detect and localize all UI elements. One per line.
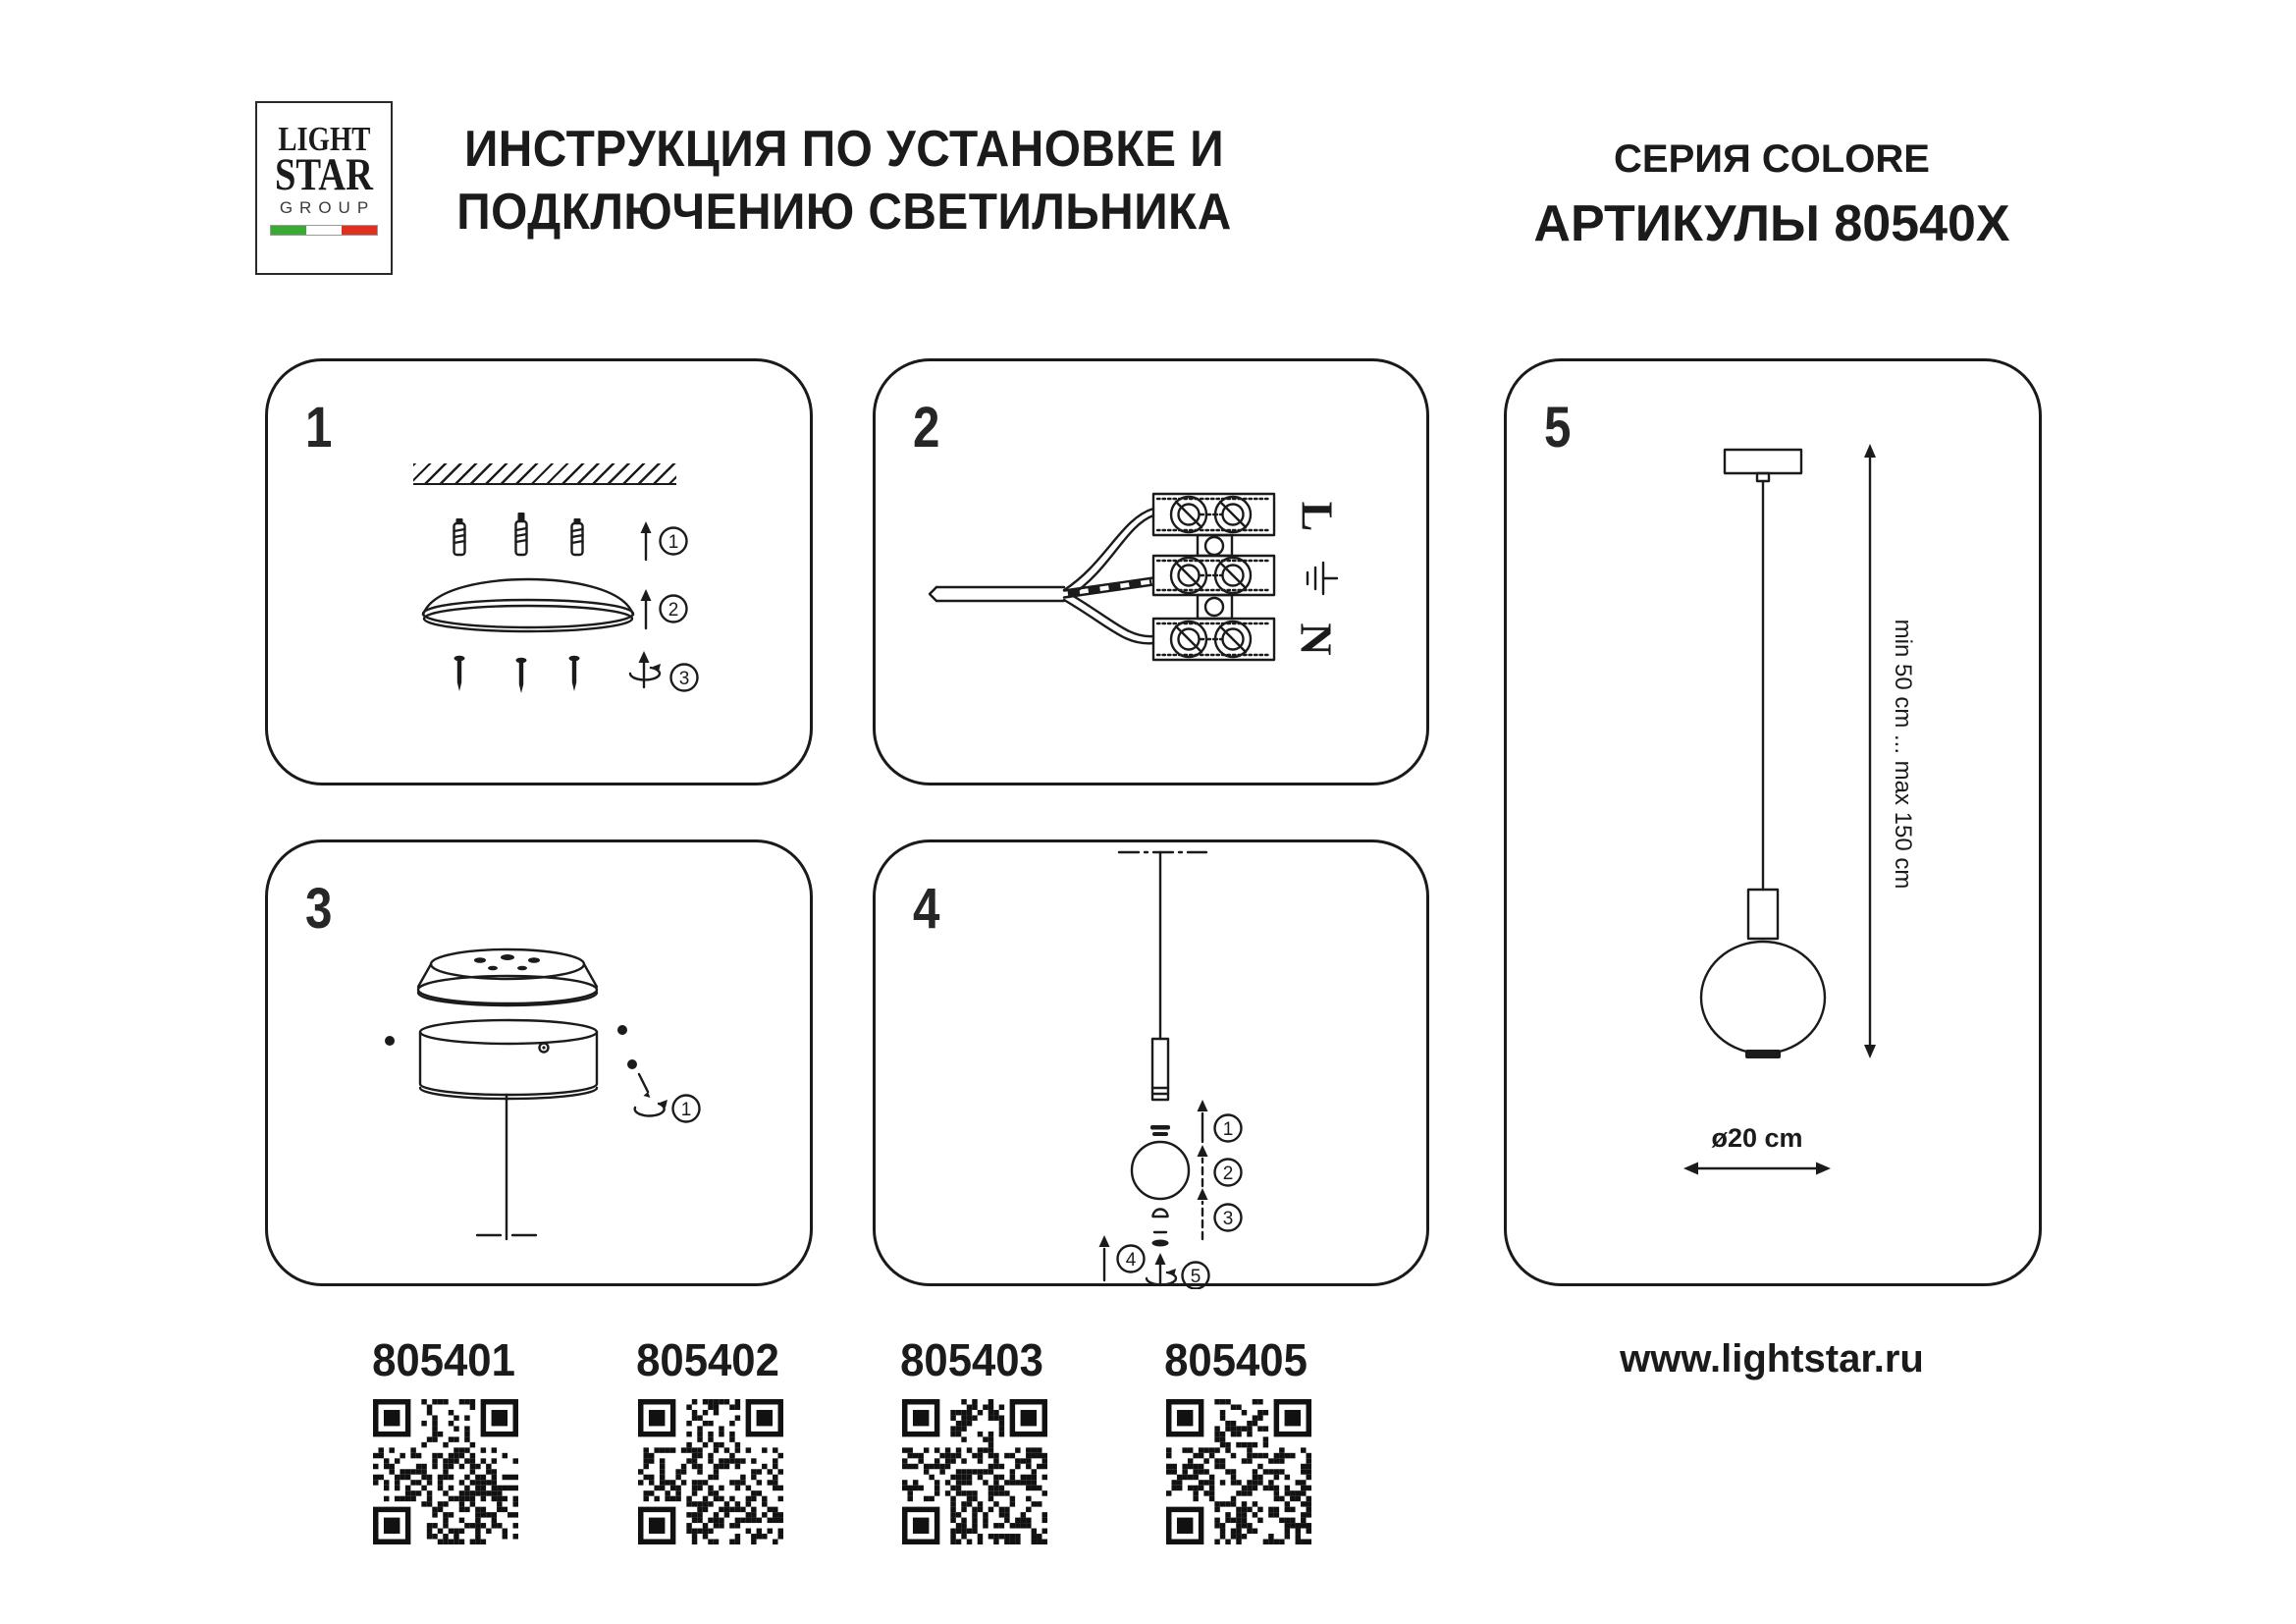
panel-step-5	[1504, 358, 2042, 1286]
step-number-4: 4	[913, 877, 940, 941]
up-arrow-icon	[641, 521, 652, 560]
rotate-arrow-icon	[630, 651, 661, 687]
step-badge-2	[1215, 1160, 1242, 1186]
italian-flag-icon	[270, 225, 378, 236]
qr-code	[638, 1399, 783, 1544]
terminal-block-n	[1153, 619, 1274, 660]
step-badge-5	[1183, 1263, 1209, 1289]
up-arrow-icon	[1198, 1100, 1208, 1239]
svg-text:3: 3	[678, 669, 690, 689]
step-number-1: 1	[305, 396, 333, 460]
up-arrow-icon	[641, 589, 652, 628]
fixture-body-drawing	[420, 1020, 597, 1099]
terminal-label-line: L	[1292, 501, 1343, 532]
svg-text:1: 1	[667, 532, 679, 553]
panel-3-drawing	[268, 842, 816, 1289]
panel-5-drawing	[1507, 361, 2045, 1289]
panel-step-3	[265, 839, 813, 1286]
panel-1-drawing	[268, 361, 816, 788]
panel-step-2	[873, 358, 1429, 785]
logo-word-star: STAR	[275, 149, 373, 200]
height-dimension	[1864, 444, 1916, 1058]
cable-drawing	[930, 509, 1153, 643]
canopy-drawing	[423, 579, 633, 631]
suspension-rod-drawing	[477, 1095, 536, 1239]
terminal-block-drawing	[1153, 494, 1274, 660]
title-line-1: ИНСТРУКЦИЯ ПО УСТАНОВКЕ И	[463, 121, 1225, 178]
svg-text:4: 4	[1125, 1250, 1137, 1271]
step-badge-4	[1118, 1246, 1145, 1272]
qr-code	[902, 1399, 1047, 1544]
panel-4-drawing	[876, 842, 1432, 1289]
step-number-5: 5	[1544, 396, 1572, 460]
logo-word-light: LIGHT	[277, 120, 371, 158]
terminal-block-earth	[1153, 556, 1274, 595]
step-badge-3	[1215, 1205, 1242, 1231]
pendant-lamp-drawing	[1701, 450, 1825, 1058]
panel-step-4	[873, 839, 1429, 1286]
screw-dot-icon	[385, 1025, 637, 1069]
svg-text:2: 2	[1222, 1164, 1234, 1184]
article-code: 805405	[1164, 1334, 1308, 1385]
glass-globe-drawing	[1132, 1142, 1189, 1247]
step-badge-1	[1215, 1115, 1242, 1142]
logo-word-group: GROUP	[279, 198, 376, 217]
svg-text:1: 1	[1222, 1119, 1234, 1140]
step-number-2: 2	[913, 396, 940, 460]
svg-text:3: 3	[1222, 1209, 1234, 1229]
article-code: 805401	[372, 1334, 515, 1385]
step-badge-1	[661, 528, 687, 555]
article-code: 805403	[900, 1334, 1043, 1385]
ground-symbol-icon	[1308, 563, 1337, 594]
website-url: www.lightstar.ru	[1620, 1337, 1924, 1380]
qr-code	[1166, 1399, 1311, 1544]
document-title	[455, 118, 1232, 255]
qr-code	[373, 1399, 518, 1544]
step-badge-2	[661, 596, 687, 623]
series-label: СЕРИЯ COLORE	[1614, 137, 1930, 181]
svg-text:1: 1	[680, 1100, 692, 1120]
articles-label: АРТИКУЛЫ 80540X	[1533, 195, 2010, 252]
wall-anchor-icon	[454, 513, 583, 555]
panel-step-1	[265, 358, 813, 785]
canopy-drawing	[418, 949, 597, 1005]
up-arrow-icon	[1099, 1235, 1110, 1280]
panel-2-drawing	[876, 361, 1432, 788]
height-dimension-label: min 50 cm ... max 150 cm	[1890, 619, 1916, 890]
article-code: 805402	[636, 1334, 779, 1385]
pendant-cord-drawing	[1150, 852, 1170, 1136]
rotate-arrow-icon	[1147, 1253, 1176, 1285]
lightstar-logo	[255, 101, 393, 275]
step-badge-3	[671, 665, 698, 691]
terminal-label-neutral: N	[1291, 623, 1342, 656]
title-line-2: ПОДКЛЮЧЕНИЮ СВЕТИЛЬНИКА	[456, 184, 1232, 241]
terminal-block-l	[1153, 494, 1274, 535]
screw-icon	[454, 656, 580, 693]
svg-text:2: 2	[667, 600, 679, 621]
screwdriver-icon	[635, 1074, 667, 1115]
diameter-dimension-label: ø20 cm	[1711, 1123, 1803, 1153]
step-number-3: 3	[305, 877, 333, 941]
svg-text:5: 5	[1190, 1267, 1201, 1287]
diameter-dimension	[1683, 1123, 1831, 1175]
step-badge-1	[673, 1096, 700, 1122]
